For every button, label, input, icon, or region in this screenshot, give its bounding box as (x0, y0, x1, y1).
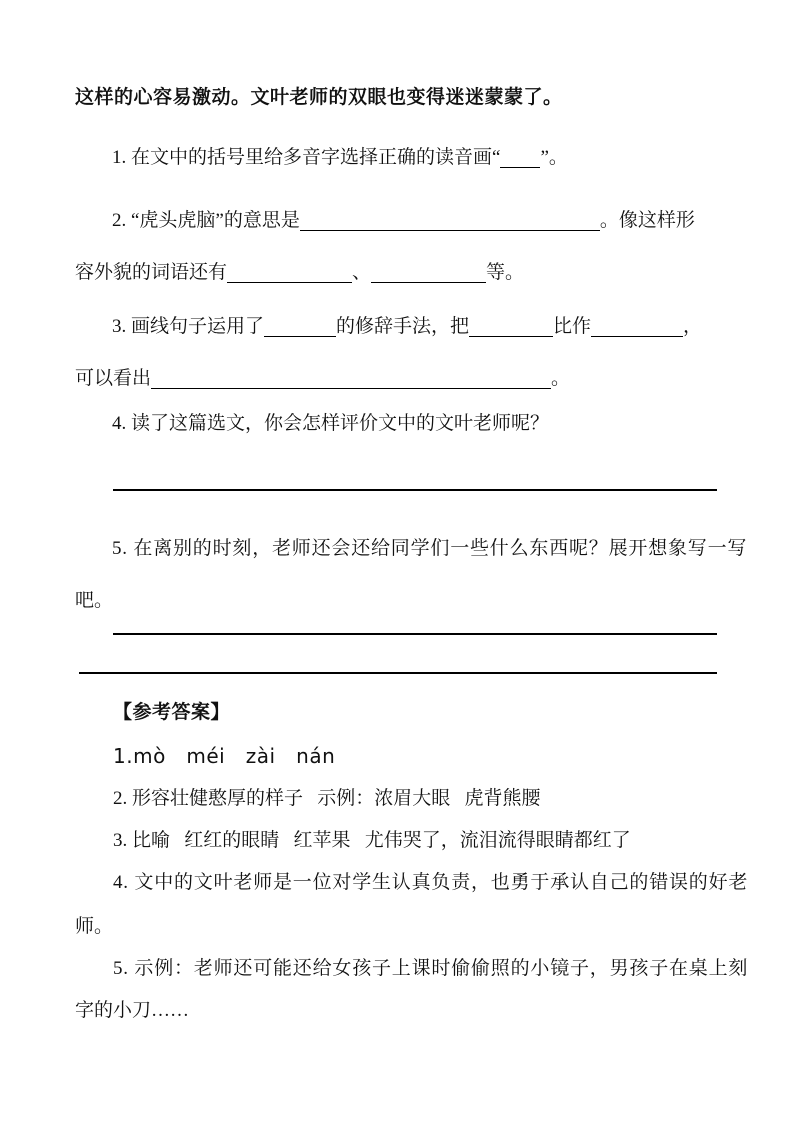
fill-in-blank (151, 368, 551, 389)
answer-4-line-2: 师。 (75, 916, 114, 937)
question-2-line-1 (112, 207, 695, 235)
text-segment: 等。 (486, 262, 525, 283)
fill-in-blank (264, 316, 336, 337)
question-4: 4. 读了这篇选文，你会怎样评价文中的文叶老师呢？ (112, 413, 550, 434)
question-1 (112, 144, 568, 172)
answer-2: 2. 形容壮健憨厚的样子 示例：浓眉大眼 虎背熊腰 (113, 788, 541, 809)
fill-in-blank (469, 316, 553, 337)
fill-in-blank (371, 262, 486, 283)
answer-writing-line-q5 (113, 633, 717, 635)
question-5-line-2: 吧。 (75, 590, 114, 611)
passage-intro-line: 这样的心容易激动。文叶老师的双眼也变得迷迷蒙蒙了。 (75, 86, 563, 108)
question-3-line-1 (112, 313, 702, 341)
question-3-line-2 (75, 365, 570, 393)
text-segment: 可以看出 (75, 368, 152, 389)
answer-5-line-2: 字的小刀…… (75, 1000, 190, 1021)
question-2-line-2 (75, 259, 524, 287)
text-segment: 的修辞手法，把 (336, 316, 470, 337)
text-segment: 3. 画线句子运用了 (112, 316, 265, 337)
answer-3: 3. 比喻 红红的眼睛 红苹果 尤伟哭了，流泪流得眼睛都红了 (113, 830, 631, 851)
answer-1-pinyin: 1.mò méi zài nán (113, 744, 336, 768)
text-segment: 比作 (553, 316, 592, 337)
answer-writing-line-q4 (113, 489, 717, 491)
text-segment: 2. “虎头虎脑”的意思是 (112, 210, 300, 231)
fill-in-blank (591, 316, 683, 337)
fill-in-blank (227, 262, 352, 283)
text-segment: 、 (352, 262, 372, 283)
fill-in-blank (500, 147, 540, 168)
section-divider (79, 672, 717, 674)
question-5-line-1: 5. 在离别的时刻，老师还会还给同学们一些什么东西呢？展开想象写一写 (112, 538, 748, 559)
text-segment: 容外貌的词语还有 (75, 262, 228, 283)
text-segment: 。像这样形 (599, 210, 695, 231)
text-segment: ， (683, 316, 703, 337)
text-segment: ”。 (540, 147, 568, 168)
answer-5-line-1: 5. 示例：老师还可能还给女孩子上课时偷偷照的小镜子，男孩子在桌上刻 (113, 958, 749, 979)
text-segment: 1. 在文中的括号里给多音字选择正确的读音画“ (112, 147, 501, 168)
answer-key-heading: 【参考答案】 (113, 701, 231, 723)
text-segment: 。 (551, 368, 571, 389)
fill-in-blank (300, 210, 600, 231)
answer-4-line-1: 4. 文中的文叶老师是一位对学生认真负责，也勇于承认自己的错误的好老 (113, 872, 749, 893)
